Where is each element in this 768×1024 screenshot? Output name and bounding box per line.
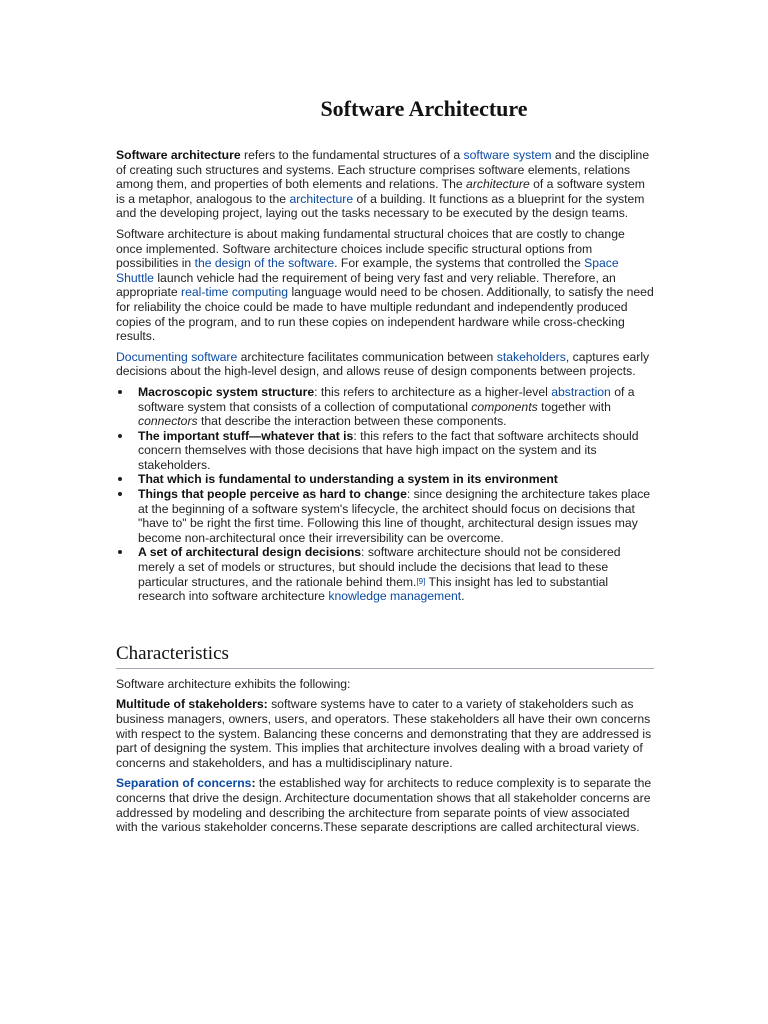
intro-paragraph-1: Software architecture refers to the fundamental structures of a software system and the discipline of creating such structures and systems. Each structure comprises software elements, relations among them, and properties of both elements and relations. The architecture of a software system is a metaphor, analogous to the architecture of a building. It functions as a blueprint for the system and the developing project, laying out the tasks necessary to be executed by the design teams. (116, 148, 650, 221)
link-stakeholders[interactable]: stakeholders (496, 349, 566, 364)
link-design-of-software[interactable]: the design of the software (194, 256, 335, 271)
characteristics-paragraph-2: Separation of concerns: the established way for architects to reduce complexity is to separate the concerns that drive the design. Architecture documentation shows that all stakeholder concerns are addressed by modeling and describing the architecture from separate points of view associated with the various stakeholder concerns.These separate descriptions are called architectural views. (116, 776, 652, 835)
characteristics-heading: Characteristics (116, 642, 654, 669)
link-separation-of-concerns[interactable]: Separation of concerns (116, 776, 252, 791)
definition-list (116, 385, 654, 604)
intro-paragraph-2: Software architecture is about making fundamental structural choices that are costly to change once implemented. Software architecture choices include specific structural options from possibilities in the design of the software. For example, the systems that controlled the Space Shuttle launch vehicle had the requirement of being very fast and very reliable. Therefore, an appropriate real-time computing language would need to be chosen. Additionally, to satisfy the need for reliability the choice could be made to have multiple redundant and independently produced copies of the program, and to run these copies on independent hardware while cross-checking results. (116, 226, 654, 344)
page-title: Software Architecture (320, 96, 528, 121)
link-knowledge-management[interactable]: knowledge management (328, 589, 462, 604)
link-space-shuttle[interactable]: Space Shuttle (116, 256, 619, 285)
list-item: A set of architectural design decisions: software architecture should not be considered merely a set of models or structures, but should include the decisions that lead to these particular structures, and the rationale behind them.[9] This insight has led to substantial research into software architecture knowledge management. (138, 545, 654, 603)
link-architecture[interactable]: architecture (289, 191, 354, 206)
term-software-architecture: Software architecture (116, 148, 241, 162)
list-item: Macroscopic system structure: this refers to architecture as a higher-level abstraction of a software system that consists of a collection of computational components together with connectors that describe the interaction between these components. (138, 385, 654, 429)
citation-link[interactable]: [9] (416, 576, 426, 586)
characteristics-intro: Software architecture exhibits the following: (116, 676, 351, 691)
article-content (116, 148, 654, 841)
characteristics-paragraph-1: Multitude of stakeholders: software systems have to cater to a variety of stakeholders such as business managers, owners, users, and operators. These stakeholders all have their own concerns with respect to the system. Balancing these concerns and demonstrating that they are addressed is part of designing the system. This implies that architecture involves dealing with a broad variety of concerns and stakeholders, and has a multidisciplinary nature. (116, 697, 652, 770)
link-real-time-computing[interactable]: real-time computing (181, 285, 289, 300)
list-item: The important stuff—whatever that is: this refers to the fact that software architects should concern themselves with those decisions that have high impact on the system and its stakeholders. (138, 429, 654, 473)
list-item: Things that people perceive as hard to change: since designing the architecture takes place at the beginning of a software system's lifecycle, the architect should focus on decisions that "have to" be right the first time. Following this line of thought, architectural design issues may become non-architectural once their irreversibility can be overcome. (138, 487, 654, 545)
intro-paragraph-3: Documenting software architecture facilitates communication between stakeholders, captures early decisions about the high-level design, and allows reuse of design components between projects. (116, 349, 650, 379)
link-documenting-software[interactable]: Documenting software (116, 349, 238, 364)
link-software-system[interactable]: software system (463, 148, 552, 162)
link-abstraction[interactable]: abstraction (551, 384, 611, 399)
list-item: That which is fundamental to understanding a system in its environment (138, 472, 654, 487)
